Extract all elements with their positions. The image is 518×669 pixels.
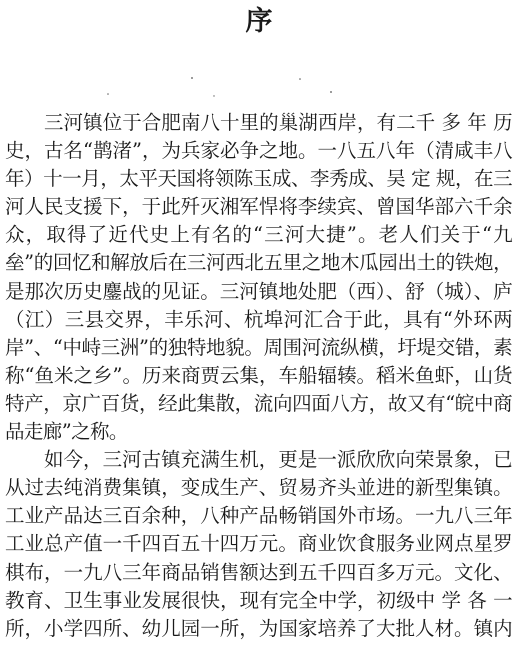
page-title: 序 <box>245 6 273 37</box>
paragraph-1: 三河镇位于合肥南八十里的巢湖西岸，有二千 多 年 历史，古名“鹊渚”，为兵家必争之地。一八五八年（清咸丰八年）十一月，太平天国将领陈玉成、李秀成、吴 定 规，在三河人民支援下，于此歼灭湘军悍将李续宾、曾国华部六千余众，取得了近代史上有名的“三河大捷”。老人们关于“九垒”的回忆和解放后在三河西北五里之地木瓜园出土的铁炮，是那次历史鏖战的见证。三河镇地处肥（西）、舒（城）、庐（江）三县交界，丰乐河、杭埠河汇合于此，具有“外环两岸”、“中峙三洲”的独特地貌。周围河流纵横，圩堤交错，素称“鱼米之乡”。历来商贾云集，车船辐辏。稻米鱼虾，山货特产，京广百货，经此集散，流向四面八方，故又有“皖中商品走廊”之称。 <box>5 111 512 444</box>
body-text <box>5 109 512 643</box>
paragraph-2: 如今，三河古镇充满生机，更是一派欣欣向荣景象，已从过去纯消费集镇，变成生产、贸易齐头並进的新型集镇。工业产品达三百余种，八种产品畅销国外市场。一九八三年工业总产值一千四百五十四万元。商业饮食服务业网点星罗棋布，一九八三年商品销售额达到五千四百多万元。文化、教育、卫生事业发展很快，现有完全中学，初级中 学 各 一所，小学四所、幼儿园一所，为国家培养了大批人材。镇内 <box>5 448 512 640</box>
